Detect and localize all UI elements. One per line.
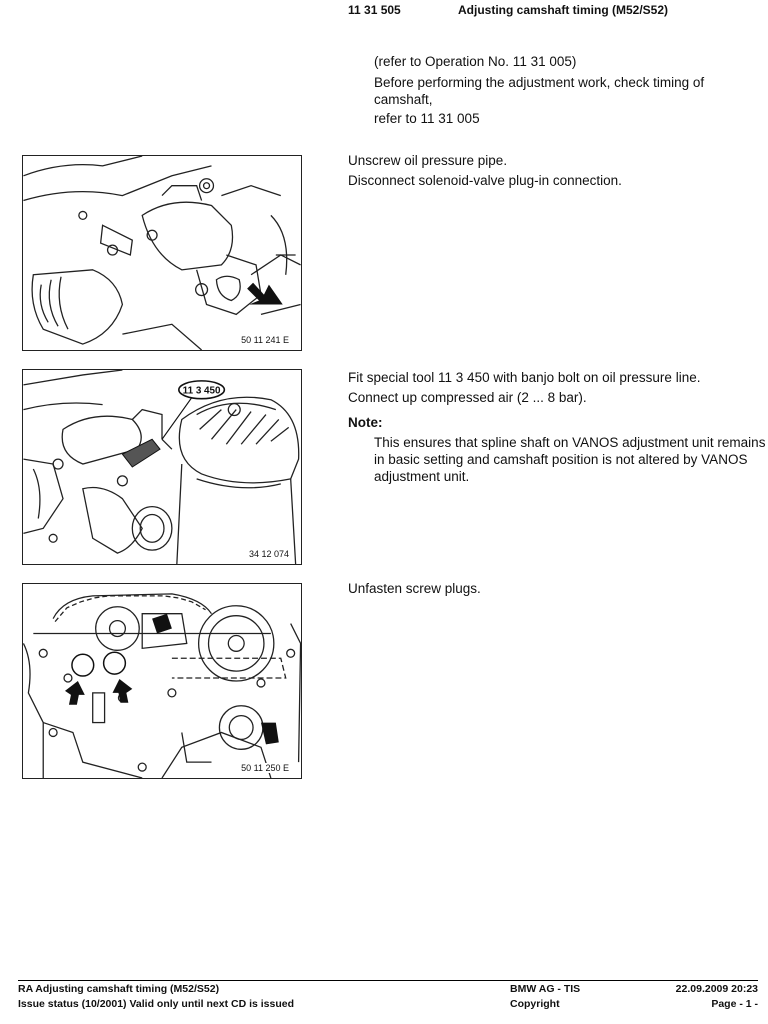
engine-drawing-3 (23, 584, 301, 778)
figure-code: 50 11 250 E (241, 763, 289, 773)
page-title: Adjusting camshaft timing (M52/S52) (458, 3, 669, 17)
footer-publisher: BMW AG - TIS (510, 983, 581, 995)
footer-timestamp: 22.09.2009 20:23 (675, 983, 758, 995)
intro-reference-2: refer to 11 31 005 (374, 111, 480, 126)
engine-drawing-2 (23, 370, 301, 564)
step2-instruction-1: Fit special tool 11 3 450 with banjo bolt on oil pressure line. (348, 370, 701, 385)
footer-copyright: Copyright (510, 998, 560, 1010)
footer-document-title: RA Adjusting camshaft timing (M52/S52) (18, 983, 220, 995)
step3-instruction-1: Unfasten screw plugs. (348, 581, 481, 596)
intro-reference: (refer to Operation No. 11 31 005) (374, 54, 577, 69)
note-label: Note: (348, 415, 383, 430)
footer-issue-status: Issue status (10/2001) Valid only until next CD is issued (18, 998, 295, 1010)
figure-code: 50 11 241 E (241, 335, 289, 345)
figure-oil-pressure-pipe (22, 155, 302, 351)
figure-code: 34 12 074 (248, 549, 289, 559)
footer-page-number: Page - 1 - (711, 998, 758, 1010)
figure-screw-plugs (22, 583, 302, 779)
footer-divider (18, 980, 758, 981)
figure-special-tool (22, 369, 302, 565)
step1-instruction-2: Disconnect solenoid-valve plug-in connection. (348, 173, 622, 188)
step2-instruction-2: Connect up compressed air (2 ... 8 bar). (348, 390, 587, 405)
step1-instruction-1: Unscrew oil pressure pipe. (348, 153, 508, 168)
tool-label: 11 3 450 (182, 385, 221, 397)
engine-drawing-1 (23, 156, 301, 350)
operation-number: 11 31 505 (348, 3, 401, 17)
note-text: This ensures that spline shaft on VANOS adjustment unit remains in basic setting and camshaft position is not altered by VANOS adjustment unit. (374, 435, 766, 484)
intro-instruction: Before performing the adjustment work, check timing of camshaft, (374, 75, 705, 107)
